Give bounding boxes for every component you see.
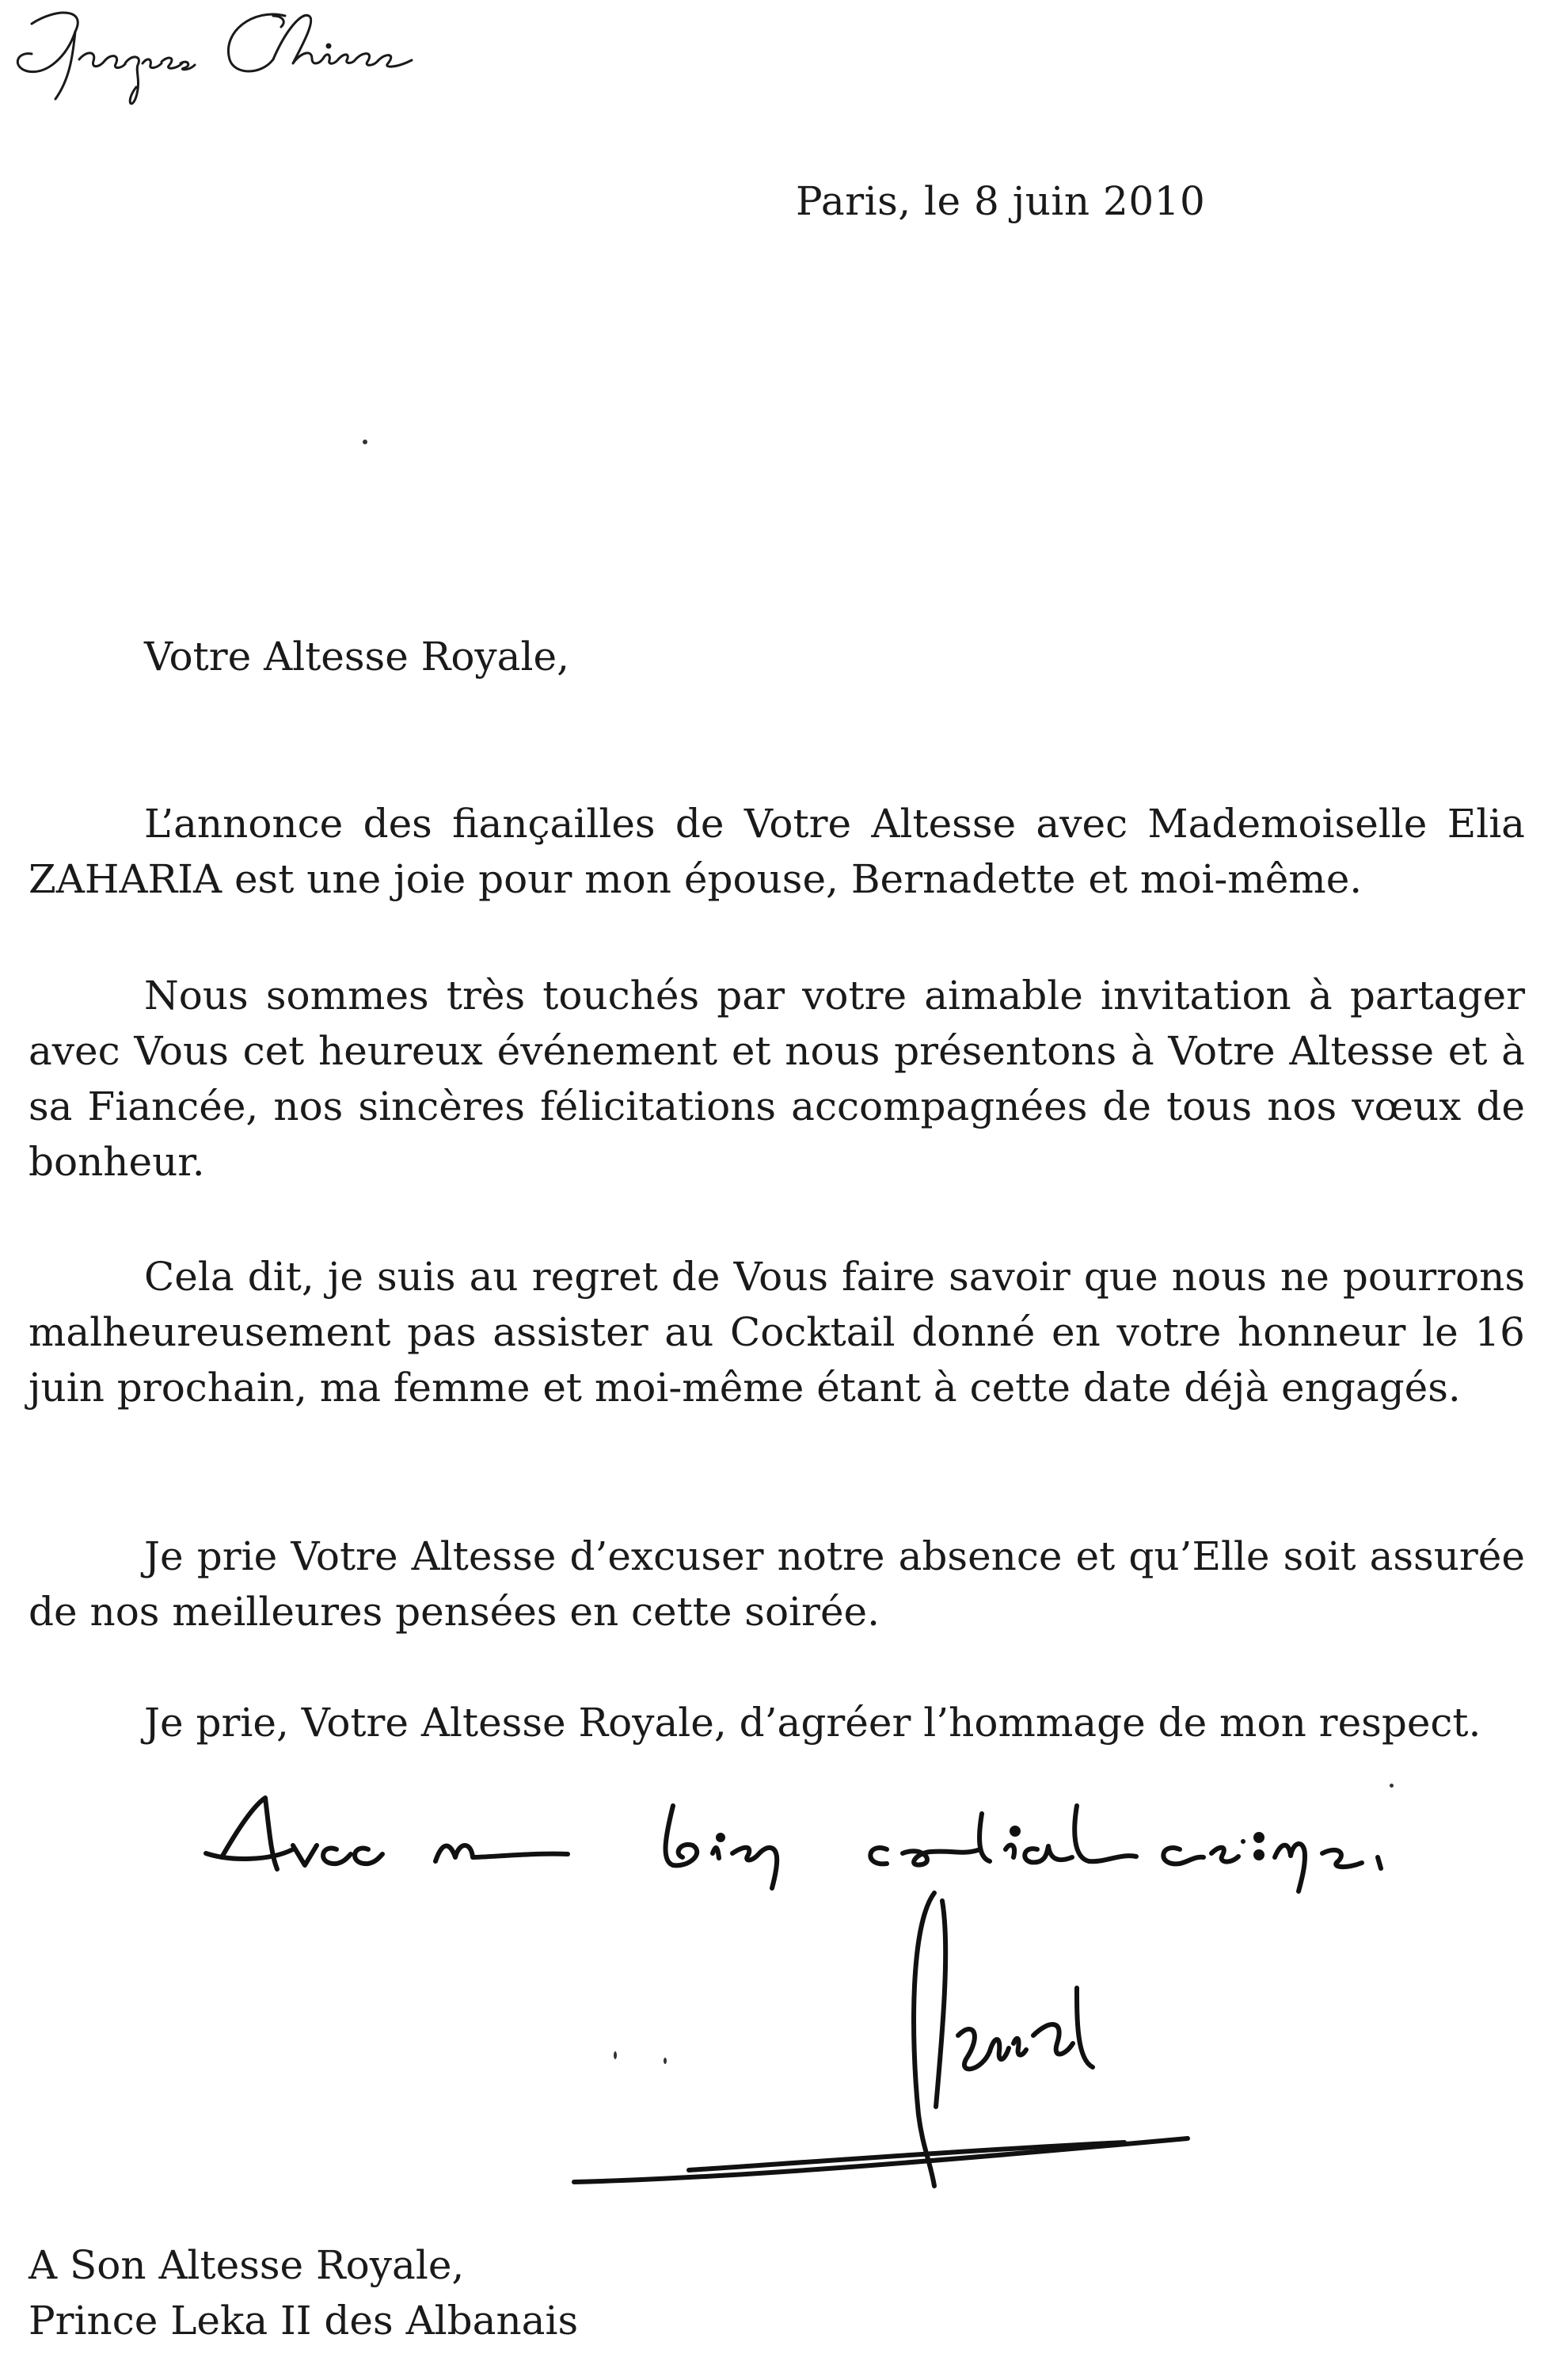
paragraph-apology: Je prie Votre Altesse d’excuser notre absence et qu’Elle soit assurée de nos meilleures pensées en cette soirée. (29, 1533, 1525, 1635)
salutation: Votre Altesse Royale, (144, 634, 569, 680)
letterhead-wordmark (0, 0, 459, 111)
signature (570, 1877, 1267, 2194)
scan-speck (664, 2058, 667, 2064)
paragraph-respect: Je prie, Votre Altesse Royale, d’agréer l’hommage de mon respect. (144, 1700, 1481, 1746)
paragraph-announcement: L’annonce des fiançailles de Votre Altesse avec Mademoiselle Elia ZAHARIA est une joie pour mon épouse, Bernadette et moi-même. (29, 801, 1525, 902)
addressee-block (29, 2237, 578, 2348)
scan-speck (1390, 1784, 1394, 1788)
paragraph-congratulations: Nous sommes très touchés par votre aimable invitation à partager avec Vous cet heureux événement et nous présentons à Votre Altesse et à sa Fiancée, nos sincères félicitations accompagnées de tous nos vœux de bonheur. (29, 973, 1525, 1185)
addressee-line-2: Prince Leka II des Albanais (29, 2298, 579, 2344)
paragraph-regret: Cela dit, je suis au regret de Vous faire savoir que nous ne pourrons malheureusement pas assister au Cocktail donné en votre honneur le 16 juin prochain, ma femme et moi-même étant à cette date déjà engagés. (29, 1254, 1525, 1411)
addressee-line-1: A Son Altesse Royale, (29, 2242, 465, 2288)
scan-speck (614, 2051, 617, 2059)
date-line: Paris, le 8 juin 2010 (796, 178, 1206, 224)
scan-speck (363, 440, 367, 444)
